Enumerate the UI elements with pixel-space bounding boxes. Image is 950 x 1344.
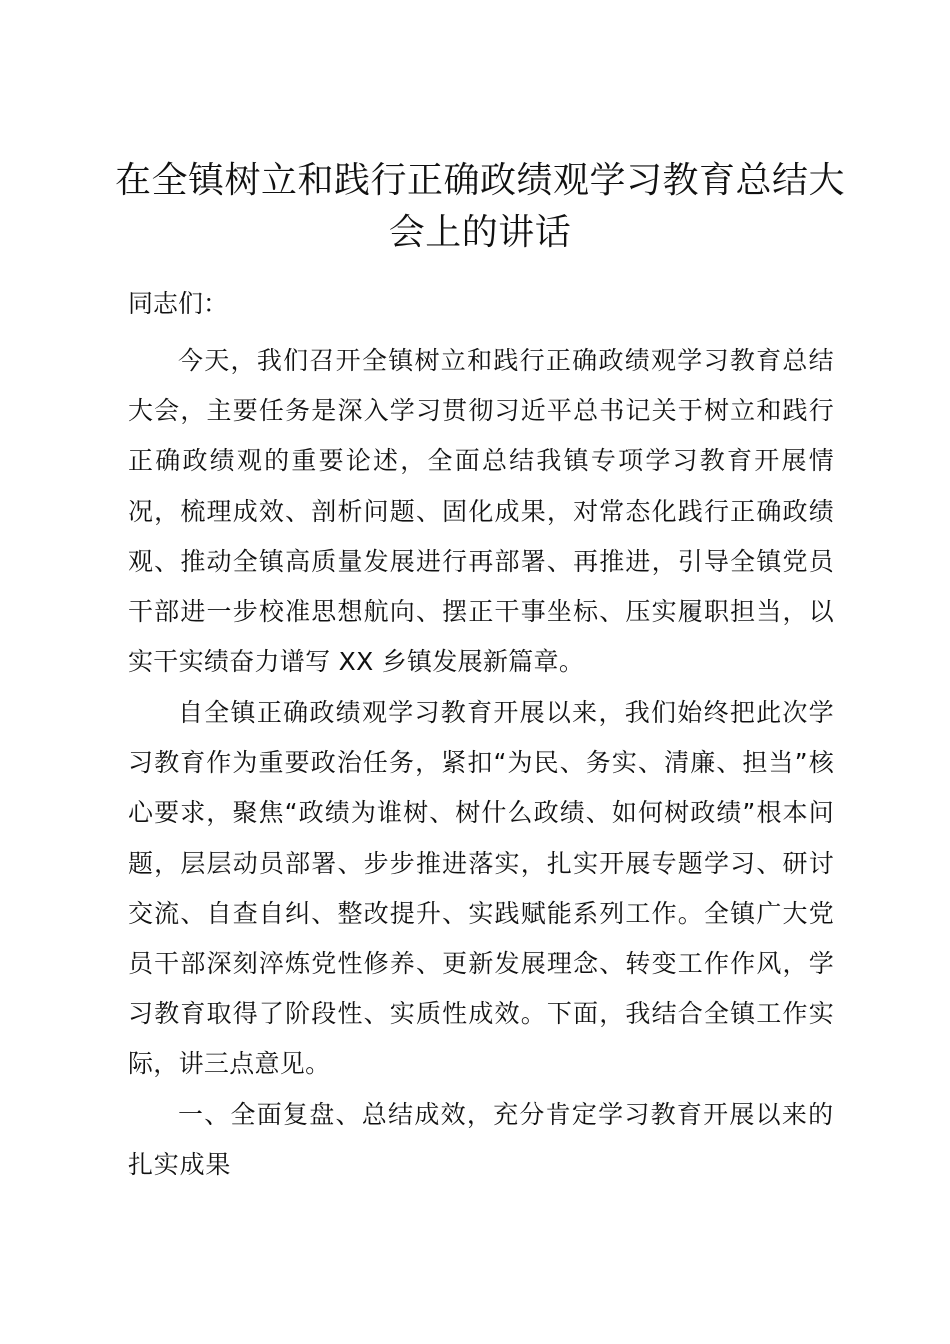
salutation: 同志们： xyxy=(128,289,229,318)
section-heading: 一、全面复盘、总结成效，充分肯定学习教育开展以来的扎实成果 xyxy=(128,1100,834,1180)
document-title: 在全镇树立和践行正确政绩观学习教育总结大会上的讲话 xyxy=(114,160,845,253)
document-body xyxy=(128,336,834,1190)
paragraph-overview: 自全镇正确政绩观学习教育开展以来，我们始终把此次学习教育作为重要政治任务，紧扣“为民、务实、清廉、担当”核心要求，聚焦“政绩为谁树、树什么政绩、如何树政绩”根本问题，层层动员部署、步步推进落实，扎实开展专题学习、研讨交流、自查自纠、整改提升、实践赋能系列工作。全镇广大党员干部深刻淬炼党性修养、更新发展理念、转变工作作风，学习教育取得了阶段性、实质性成效。下面，我结合全镇工作实际，讲三点意见。 xyxy=(128,698,834,1079)
paragraph-intro: 今天，我们召开全镇树立和践行正确政绩观学习教育总结大会，主要任务是深入学习贯彻习近平总书记关于树立和践行正确政绩观的重要论述，全面总结我镇专项学习教育开展情况，梳理成效、剖析问题、固化成果，对常态化践行正确政绩观、推动全镇高质量发展进行再部署、再推进，引导全镇党员干部进一步校准思想航向、摆正干事坐标、压实履职担当，以实干实绩奋力谱写 XX 乡镇发展新篇章。 xyxy=(128,346,834,677)
